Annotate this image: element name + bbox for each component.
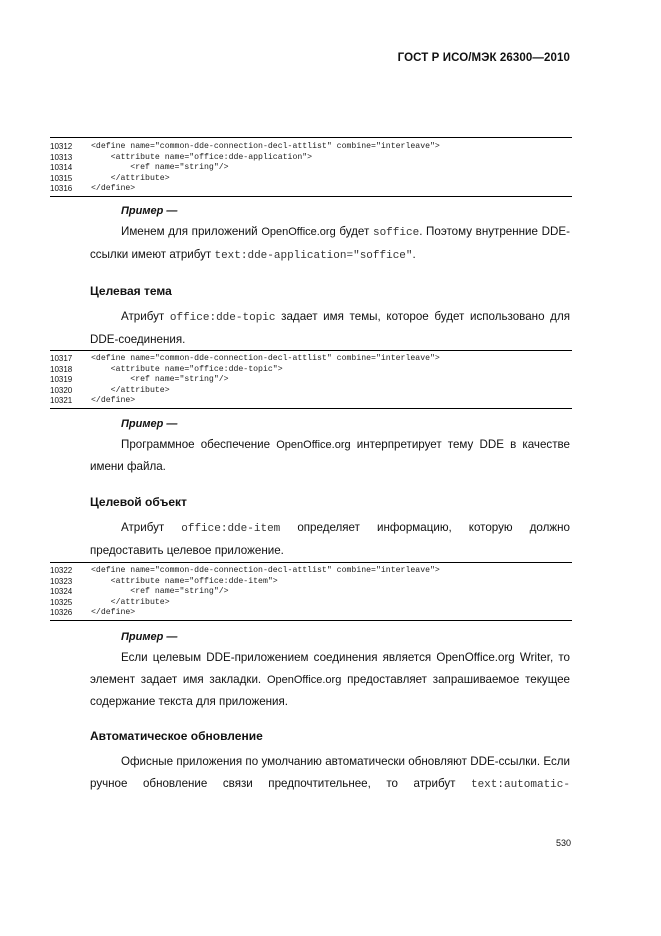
text-run: OpenOffice.org [266,674,342,686]
example-label: Пример — [121,631,178,643]
text-run: . [412,248,416,261]
code-block [50,350,572,409]
code-text: <ref name="string"/> [91,375,229,384]
text-run: Атрибут [121,310,170,323]
code-text: <define name="common-dde-connection-decl-attlist" combine="interleave"> [91,354,440,363]
text-run: интерпретирует тему DDE в качестве имени файла. [90,438,570,473]
code-text: </define> [91,184,136,193]
text-run: Офисные приложения по умолчанию автоматически обновляют DDE-ссылки. Если ручное обновление связи предпочтительнее, то атрибут [90,755,570,790]
code-line [50,354,572,365]
line-number: 10316 [50,184,73,193]
text-run: задает имя темы, которое будет использовано для DDE-соединения. [90,310,570,346]
line-number: 10324 [50,587,73,596]
line-number: 10312 [50,142,73,151]
line-number: 10323 [50,576,73,586]
code-line [50,566,572,577]
section-paragraph [90,751,570,796]
code-line [50,577,572,588]
page-number: 530 [555,838,571,848]
code-line [50,375,572,386]
section-heading: Целевая тема [90,284,172,298]
text-run: OpenOffice.org [261,226,336,238]
document-header: ГОСТ Р ИСО/МЭК 26300—2010 [397,52,570,64]
text-run: будет [335,225,373,238]
code-line [50,142,572,153]
code-line [50,587,572,598]
code-line [50,396,572,407]
example-paragraph [90,647,570,713]
text-run: Если целевым DDE-приложением соединения является OpenOffice.org Writer, то элемент задает имя закладки. [90,651,570,686]
code-text: <attribute name="office:dde-topic"> [91,364,283,374]
section-heading: Автоматическое обновление [90,729,263,743]
line-number: 10321 [50,396,73,405]
inline-code: office:dde-item [181,523,281,535]
inline-code: text:dde-application="soffice" [214,250,413,262]
inline-code: office:dde-topic [169,312,276,324]
code-text: </attribute> [91,385,170,395]
code-line [50,598,572,609]
code-line [50,386,572,397]
code-text: </define> [91,608,136,617]
code-block [50,562,572,621]
line-number: 10326 [50,608,73,617]
line-number: 10313 [50,152,73,162]
code-text: <attribute name="office:dde-application"> [91,152,313,162]
line-number: 10319 [50,375,73,384]
line-number: 10320 [50,385,73,395]
code-text: </define> [91,396,136,405]
line-number: 10317 [50,354,73,363]
code-line [50,174,572,185]
example-label: Пример — [121,418,178,430]
line-number: 10325 [50,597,73,607]
code-text: <attribute name="office:dde-item"> [91,576,278,586]
text-run: OpenOffice.org [276,439,351,451]
code-text: </attribute> [91,597,170,607]
text-run: Атрибут [121,521,182,534]
code-text: <ref name="string"/> [91,587,229,596]
code-line [50,184,572,195]
section-paragraph [90,517,570,562]
code-text: <define name="common-dde-connection-decl-attlist" combine="interleave"> [91,566,440,575]
text-run: Программное обеспечение [121,438,277,451]
code-text: <define name="common-dde-connection-decl-attlist" combine="interleave"> [91,142,440,151]
code-line [50,163,572,174]
text-run: определяет информацию, которую должно предоставить целевое приложение. [90,521,570,557]
example-paragraph [90,221,570,267]
section-paragraph [90,306,570,351]
section-heading: Целевой объект [90,495,187,509]
code-line [50,365,572,376]
code-text: <ref name="string"/> [91,163,229,172]
inline-code: soffice [372,227,420,239]
code-line [50,153,572,164]
inline-code: text:automatic- [470,779,570,791]
code-line [50,608,572,619]
line-number: 10322 [50,566,73,575]
example-paragraph [90,434,570,478]
line-number: 10318 [50,364,73,374]
text-run: предоставляет запрашиваемое текущее содержание текста для приложения. [90,673,570,708]
code-block [50,137,572,197]
line-number: 10315 [50,173,73,183]
line-number: 10314 [50,163,73,172]
text-run: Именем для приложений [121,225,262,238]
text-run: . Поэтому внутренние DDE-ссылки имеют атрибут [90,225,570,261]
code-text: </attribute> [91,173,170,183]
example-label: Пример — [121,205,178,217]
